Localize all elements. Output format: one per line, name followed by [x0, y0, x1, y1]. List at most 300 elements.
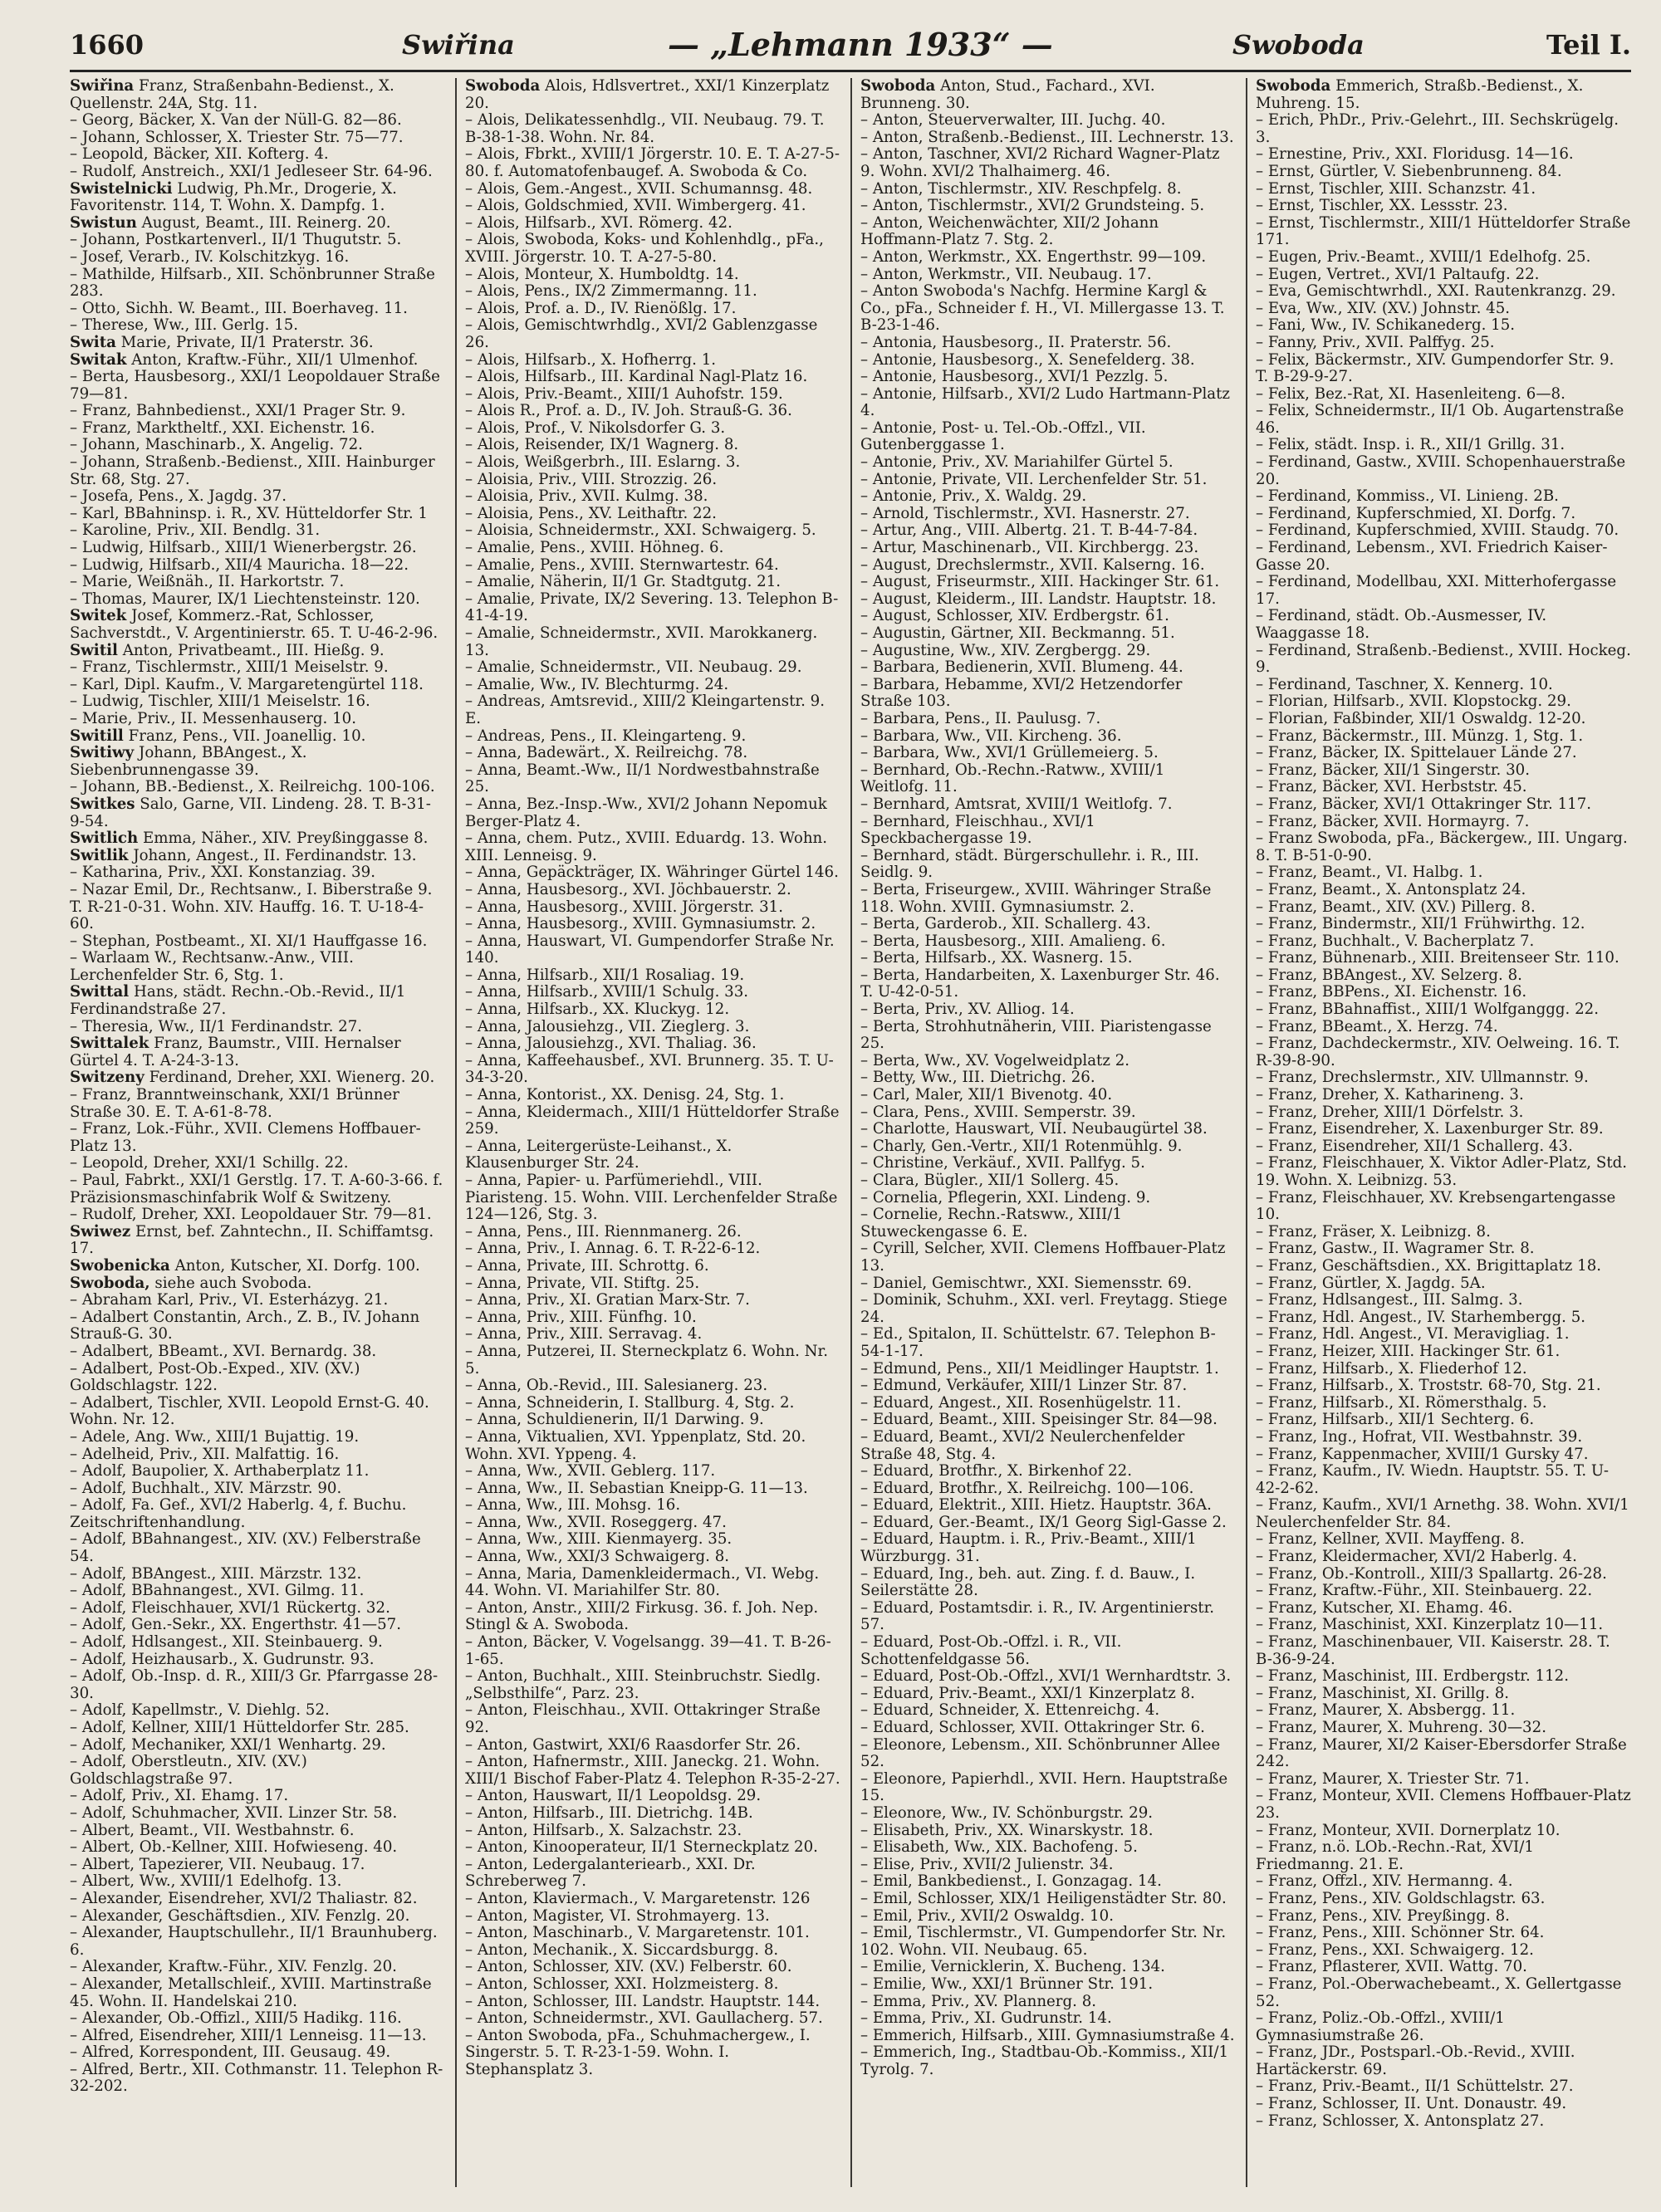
entry-text: Hans, städt. Rechn.-Ob.-Revid., II/1 Ferdinandstraße 27.	[70, 983, 406, 1019]
directory-entry	[70, 1343, 445, 1361]
directory-entry	[1256, 1976, 1631, 2010]
entry-text: – Franz, n.ö. LOb.-Rechn.-Rat, XVI/1 Friedmanng. 21. E.	[1256, 1838, 1534, 1873]
entry-text: – Franz, Gastw., II. Wagramer Str. 8.	[1256, 1240, 1535, 1258]
entry-text: Ferdinand, Dreher, XXI. Wienerg. 20.	[144, 1069, 435, 1087]
entry-text: – Ernst, Tischlermstr., XIII/1 Hütteldorfer Straße 171.	[1256, 213, 1631, 249]
directory-entry	[465, 1942, 840, 1960]
directory-columns	[70, 78, 1631, 2187]
entry-text: – Anton, Bäcker, V. Vogelsangg. 39—41. T. B-26-1-65.	[465, 1633, 831, 1668]
entry-text: – Franz, Hilfsarb., XI. Römersthalg. 5.	[1256, 1393, 1547, 1412]
directory-entry	[70, 1737, 445, 1754]
directory-entry	[465, 1600, 840, 1634]
entry-text: – Franz, Kutscher, XI. Ehamg. 46.	[1256, 1598, 1513, 1617]
directory-entry	[860, 1531, 1236, 1565]
directory-entry	[465, 2010, 840, 2028]
entry-text: Emmerich, Straßb.-Bedienst., X. Muhreng. 15.	[1256, 78, 1584, 112]
entry-text: – Arnold, Tischlermstr., XVI. Hasnerstr. 27.	[860, 504, 1190, 522]
entry-text: – Alexander, Hauptschullehr., II/1 Braunhuberg. 6.	[70, 1924, 438, 1959]
directory-entry	[860, 1959, 1236, 1976]
directory-entry	[465, 1497, 840, 1515]
entry-text: – Franz, Maurer, XI/2 Kaiser-Ebersdorfer Straße 242.	[1256, 1735, 1627, 1771]
entry-text: – Eduard, Beamt., XVI/2 Neulerchenfelder Straße 48, Stg. 4.	[860, 1427, 1185, 1463]
directory-entry	[70, 1959, 445, 1976]
directory-entry	[1256, 1001, 1631, 1019]
directory-entry	[1256, 1190, 1631, 1224]
entry-text: – Anna, Private, VII. Stiftg. 25.	[465, 1274, 700, 1292]
entry-text: – Alois, Weißgerbrh., III. Eslarng. 3.	[465, 453, 741, 472]
directory-entry	[70, 1720, 445, 1737]
directory-entry	[860, 1497, 1236, 1515]
entry-text: – Anton, Werkmstr., VII. Neubaug. 17.	[860, 265, 1152, 283]
entry-text: – Emil, Priv., XVII/2 Oswaldg. 10.	[860, 1906, 1114, 1925]
directory-entry	[1256, 1942, 1631, 1960]
entry-surname: Swiwez	[70, 1222, 131, 1241]
entry-text: – Eva, Gemischtwrhdl., XXI. Rautenkranzg. 29.	[1256, 282, 1616, 301]
directory-entry	[70, 711, 445, 728]
entry-text: – Franz, Fleischhauer, X. Viktor Adler-Platz, Std. 19. Wohn. X. Leibnizg. 53.	[1256, 1154, 1628, 1189]
entry-text: – Johann, Postkartenverl., II/1 Thugutstr. 5.	[70, 231, 402, 249]
directory-entry	[860, 1515, 1236, 1532]
entry-text: – Franz, Bäcker, XII/1 Singerstr. 30.	[1256, 761, 1531, 779]
directory-entry	[1256, 540, 1631, 574]
directory-entry	[860, 1805, 1236, 1823]
directory-entry	[1256, 1720, 1631, 1737]
directory-entry	[860, 369, 1236, 386]
entry-text: – Franz, BBAngest., XV. Selzerg. 8.	[1256, 966, 1522, 984]
entry-text: – Clara, Pens., XVIII. Semperstr. 39.	[860, 1103, 1136, 1121]
directory-entry	[70, 2010, 445, 2028]
directory-entry	[860, 762, 1236, 796]
directory-entry	[860, 420, 1236, 454]
entry-text: – Eduard, Ing., beh. aut. Zing. f. d. Bauw., I. Seilerstätte 28.	[860, 1564, 1196, 1600]
directory-entry	[70, 1634, 445, 1652]
directory-entry	[70, 232, 445, 249]
directory-entry	[1256, 1395, 1631, 1412]
directory-entry	[860, 1737, 1236, 1771]
directory-entry	[70, 352, 445, 369]
directory-entry	[1256, 967, 1631, 985]
entry-text: – Anna, Private, III. Schrottg. 6.	[465, 1256, 709, 1275]
directory-entry	[465, 984, 840, 1001]
directory-entry	[70, 1172, 445, 1206]
entry-text: – Adolf, Buchhalt., XIV. Märzstr. 90.	[70, 1479, 342, 1497]
directory-entry	[70, 1754, 445, 1788]
directory-entry	[70, 1361, 445, 1395]
directory-entry	[860, 1839, 1236, 1857]
entry-text: – Anna, Ww., XVII. Roseggerg. 47.	[465, 1513, 727, 1531]
entry-text: – Cyrill, Selcher, XVII. Clemens Hoffbauer-Platz 13.	[860, 1240, 1226, 1275]
directory-entry	[1256, 1617, 1631, 1634]
publication-title: — „Lehmann 1933“ —	[668, 26, 1053, 63]
directory-entry	[465, 1515, 840, 1532]
entry-text: – Aloisia, Pens., XV. Leithaftr. 22.	[465, 504, 717, 522]
entry-text: – Cornelia, Pflegerin, XXI. Lindeng. 9.	[860, 1188, 1151, 1206]
directory-entry	[1256, 249, 1631, 267]
directory-entry	[70, 1429, 445, 1446]
entry-text: – Franz, Drechslermstr., XIV. Ullmannstr. 9.	[1256, 1069, 1589, 1087]
entry-text: – Antonie, Hausbesorg., XVI/1 Pezzlg. 5.	[860, 368, 1169, 386]
directory-entry	[860, 1104, 1236, 1122]
entry-text: – Aloisia, Priv., VIII. Strozzig. 26.	[465, 470, 718, 488]
entry-text: – Franz, Hdl. Angest., IV. Starhembergg. 5.	[1256, 1308, 1586, 1326]
directory-entry	[70, 728, 445, 746]
entry-text: – Anna, Hausbesorg., XVIII. Jörgerstr. 31.	[465, 898, 784, 916]
directory-entry	[1256, 1378, 1631, 1395]
entry-text: – Christine, Verkäuf., XVII. Pallfyg. 5.	[860, 1154, 1145, 1172]
entry-text: – Anton, Schlosser, XIV. (XV.) Felberstr. 60.	[465, 1958, 792, 1976]
directory-entry	[465, 1395, 840, 1412]
entry-text: – Franz, Kaufm., IV. Wiedn. Hauptstr. 55. T. U-42-2-62.	[1256, 1462, 1610, 1497]
directory-entry	[70, 745, 445, 779]
entry-text: – Albert, Beamt., VII. Westbahnstr. 6.	[70, 1821, 355, 1839]
directory-entry	[1256, 1788, 1631, 1822]
entry-text: – Eduard, Hauptm. i. R., Priv.-Beamt., XIII/1 Würzburgg. 31.	[860, 1530, 1197, 1566]
directory-entry	[860, 1463, 1236, 1480]
entry-text: – Ferdinand, Kupferschmied, XI. Dorfg. 7.	[1256, 504, 1576, 522]
entry-text: – Antonie, Priv., X. Waldg. 29.	[860, 487, 1087, 506]
directory-entry	[465, 403, 840, 420]
directory-entry	[860, 574, 1236, 591]
entry-text: – Anton, Tischlermstr., XVI/2 Grundsteing. 5.	[860, 197, 1205, 215]
entry-text: – Anna, Hilfsarb., XVIII/1 Schulg. 33.	[465, 983, 749, 1001]
entry-text: – Anton, Magister, VI. Strohmayerg. 13.	[465, 1906, 770, 1925]
directory-entry	[1256, 506, 1631, 523]
entry-text: – Antonie, Private, VII. Lerchenfelder Str. 51.	[860, 470, 1208, 488]
directory-entry	[1256, 1224, 1631, 1241]
entry-text: – Eduard, Ger.-Beamt., IX/1 Georg Sigl-Gasse 2.	[860, 1513, 1227, 1531]
directory-entry	[860, 659, 1236, 677]
directory-entry	[1256, 1241, 1631, 1258]
entry-text: – Adolf, Priv., XI. Ehamg. 17.	[70, 1787, 289, 1805]
entry-text: – Franz, Offzl., XIV. Hermanng. 4.	[1256, 1872, 1513, 1891]
directory-entry	[70, 488, 445, 506]
directory-entry	[465, 1463, 840, 1480]
directory-entry	[70, 1395, 445, 1429]
directory-entry	[1256, 1823, 1631, 1840]
directory-entry	[1256, 181, 1631, 198]
entry-text: – Anna, Ww., XIII. Kienmayerg. 35.	[465, 1530, 733, 1549]
directory-entry	[70, 1446, 445, 1464]
directory-entry	[1256, 677, 1631, 694]
directory-entry	[70, 2062, 445, 2096]
entry-text: – Adolf, Baupolier, X. Arthaberplatz 11.	[70, 1462, 370, 1480]
directory-entry	[465, 625, 840, 659]
entry-text: – Barbara, Hebamme, XVI/2 Hetzendorfer Straße 103.	[860, 675, 1183, 711]
entry-text: – Berta, Handarbeiten, X. Laxenburger Str. 46. T. U-42-0-51.	[860, 966, 1220, 1001]
entry-text: – Stephan, Postbeamt., XI. XI/1 Hauffgasse 16.	[70, 932, 428, 950]
entry-text: – Anton Swoboda, pFa., Schuhmachergew., I. Singerstr. 5. T. R-23-1-59. Wohn. I. Stephansplatz 3.	[465, 2026, 811, 2078]
directory-entry	[1256, 112, 1631, 146]
entry-text: – Alfred, Eisendreher, XIII/1 Lenneisg. 11—13.	[70, 2026, 427, 2044]
directory-entry	[860, 1292, 1236, 1326]
entry-text: – Berta, Priv., XV. Alliog. 14.	[860, 1001, 1075, 1019]
entry-text: – Adolf, Fleischhauer, XVI/1 Rückertg. 32.	[70, 1598, 390, 1617]
directory-entry	[70, 574, 445, 591]
directory-entry	[70, 557, 445, 575]
directory-entry	[860, 1053, 1236, 1070]
entry-text: – Adolf, Ob.-Insp. d. R., XIII/3 Gr. Pfarrgasse 28-30.	[70, 1667, 439, 1702]
directory-entry	[860, 130, 1236, 147]
entry-text: – Barbara, Pens., II. Paulusg. 7.	[860, 709, 1101, 727]
entry-text: – Franz, Kaufm., XVI/1 Arnethg. 38. Wohn. XVI/1 Neulerchenfelder Str. 84.	[1256, 1496, 1629, 1531]
directory-entry	[860, 1395, 1236, 1412]
directory-entry	[860, 625, 1236, 643]
directory-entry	[1256, 1121, 1631, 1138]
entry-text: – Anna, Kaffeehausbef., XVI. Brunnerg. 35. T. U-34-3-20.	[465, 1051, 834, 1087]
directory-entry	[1256, 1035, 1631, 1069]
directory-entry	[1256, 762, 1631, 780]
entry-text: – Franz, Heizer, XIII. Hackinger Str. 61.	[1256, 1342, 1561, 1360]
entry-text: – Franz, Pens., XIII. Schönner Str. 64.	[1256, 1924, 1545, 1942]
directory-entry	[860, 1994, 1236, 2011]
entry-text: – Adolf, Schuhmacher, XVII. Linzer Str. 58.	[70, 1803, 398, 1822]
directory-entry	[70, 608, 445, 642]
directory-entry	[465, 1702, 840, 1736]
directory-entry	[70, 1617, 445, 1634]
entry-text: – Alois, Gem.-Angest., XVII. Schumannsg. 48.	[465, 179, 813, 198]
entry-text: – Marie, Weißnäh., II. Harkortstr. 7.	[70, 573, 345, 591]
entry-text: – Emma, Priv., XV. Plannerg. 8.	[860, 1992, 1097, 2010]
directory-entry	[465, 540, 840, 557]
entry-text: – Franz, Beamt., XIV. (XV.) Pillerg. 8.	[1256, 898, 1536, 916]
entry-text: – Augustine, Ww., XIV. Zergbergg. 29.	[860, 641, 1151, 659]
directory-entry	[860, 1190, 1236, 1207]
entry-surname: Switlich	[70, 830, 139, 848]
directory-entry	[70, 1480, 445, 1498]
directory-entry	[465, 1566, 840, 1600]
entry-text: – August, Schlosser, XIV. Erdbergstr. 61.	[860, 607, 1169, 625]
entry-surname: Switek	[70, 607, 127, 625]
entry-text: – Ferdinand, Gastw., XVIII. Schopenhauerstraße 20.	[1256, 453, 1626, 488]
directory-entry	[860, 522, 1236, 540]
directory-entry	[465, 1001, 840, 1019]
entry-text: – Anna, Schuldienerin, II/1 Darwing. 9.	[465, 1411, 764, 1429]
directory-entry	[1256, 1737, 1631, 1771]
directory-entry	[70, 403, 445, 420]
entry-text: – Anton, Gastwirt, XXI/6 Raasdorfer Str. 26.	[465, 1735, 801, 1754]
entry-surname: Swoboda	[860, 78, 936, 95]
entry-text: – Anton, Schlosser, XXI. Holzmeisterg. 8.	[465, 1975, 779, 1993]
directory-entry	[70, 1463, 445, 1480]
entry-text: – Emmerich, Hilfsarb., XIII. Gymnasiumstraße 4.	[860, 2026, 1235, 2044]
directory-entry	[860, 1600, 1236, 1634]
entry-text: – Eduard, Angest., XII. Rosenhügelstr. 11.	[860, 1393, 1182, 1412]
directory-entry	[465, 1839, 840, 1857]
entry-text: – Anna, Ob.-Revid., III. Salesianerg. 23.	[465, 1377, 768, 1395]
directory-entry	[860, 848, 1236, 882]
directory-entry	[860, 454, 1236, 472]
directory-entry	[1256, 1891, 1631, 1908]
entry-text: – Otto, Sichh. W. Beamt., III. Boerhaveg. 11.	[70, 299, 408, 317]
entry-text: – Franz, Bäcker, IX. Spittelauer Lände 27.	[1256, 744, 1577, 762]
entry-text: – Anna, Hilfsarb., XX. Kluckyg. 12.	[465, 1001, 730, 1019]
entry-text: – August, Friseurmstr., XIII. Hackinger Str. 61.	[860, 573, 1220, 591]
entry-text: – Anton, Hilfsarb., X. Salzachstr. 23.	[465, 1821, 742, 1839]
entry-text: – Adolf, Fa. Gef., XVI/2 Haberlg. 4, f. Buchu. Zeitschriftenhandlung.	[70, 1496, 407, 1531]
directory-entry	[465, 1976, 840, 1994]
entry-text: – Eduard, Brotfhr., X. Birkenhof 22.	[860, 1462, 1133, 1480]
directory-entry	[860, 1378, 1236, 1395]
entry-text: – Carl, Maler, XII/1 Bivenotg. 40.	[860, 1086, 1113, 1104]
directory-entry	[860, 1634, 1236, 1668]
entry-text: – Alois, Gemischtwrhdlg., XVI/2 Gablenzgasse 26.	[465, 316, 818, 351]
entry-text: – Albert, Ww., XVIII/1 Edelhofg. 13.	[70, 1872, 342, 1891]
directory-entry	[465, 215, 840, 232]
entry-text: – Florian, Hilfsarb., XVII. Klopstockg. 29.	[1256, 692, 1571, 711]
directory-entry	[1256, 437, 1631, 454]
entry-text: Josef, Kommerz.-Rat, Schlosser, Sachverstdt., V. Argentinierstr. 65. T. U-46-2-96.	[70, 607, 439, 642]
entry-text: – Franz, Dreher, X. Katharineng. 3.	[1256, 1086, 1524, 1104]
directory-entry	[70, 1788, 445, 1805]
directory-entry	[70, 864, 445, 882]
entry-text: Anton, Privatbeamt., III. Hießg. 9.	[117, 641, 385, 659]
entry-surname: Switkes	[70, 795, 135, 813]
directory-entry	[860, 1206, 1236, 1241]
directory-entry	[1256, 2113, 1631, 2131]
directory-entry	[860, 1172, 1236, 1190]
directory-entry	[1256, 1497, 1631, 1531]
entry-text: – Aloisia, Schneidermstr., XXI. Schwaigerg. 5.	[465, 521, 816, 540]
directory-entry	[860, 882, 1236, 916]
directory-entry	[465, 1326, 840, 1343]
entry-text: – Ernestine, Priv., XXI. Floridusg. 14—16.	[1256, 145, 1574, 164]
entry-text: – Barbara, Ww., VII. Kircheng. 36.	[860, 727, 1122, 745]
directory-entry	[1256, 146, 1631, 164]
directory-entry	[1256, 779, 1631, 796]
entry-text: – Berta, Friseurgew., XVIII. Währinger Straße 118. Wohn. XVIII. Gymnasiumstr. 2.	[860, 880, 1212, 916]
entry-text: – Anton, Maschinarb., V. Margaretenstr. 101.	[465, 1924, 810, 1942]
directory-entry	[1256, 1925, 1631, 1942]
directory-entry	[70, 1891, 445, 1908]
entry-text: – Ernst, Tischler, XX. Lessstr. 23.	[1256, 197, 1508, 215]
directory-entry	[70, 1292, 445, 1309]
entry-text: – Ludwig, Hilfsarb., XII/4 Mauricha. 18—22.	[70, 555, 409, 574]
entry-text: – Franz, Pens., XIV. Goldschlagstr. 63.	[1256, 1889, 1546, 1907]
directory-entry	[860, 916, 1236, 933]
entry-text: – Eduard, Post-Ob.-Offzl. i. R., VII. Schottenfeldgasse 56.	[860, 1633, 1122, 1668]
entry-text: – Andreas, Amtsrevid., XIII/2 Kleingartenstr. 9. E.	[465, 692, 826, 727]
entry-text: – Ernst, Gürtler, V. Siebenbrunneng. 84.	[1256, 162, 1562, 180]
directory-entry	[465, 1823, 840, 1840]
directory-entry	[860, 283, 1236, 335]
entry-text: – Franz, Beamt., VI. Halbg. 1.	[1256, 864, 1483, 882]
entry-text: – Rudolf, Anstreich., XXI/1 Jedleseer Str. 64-96.	[70, 162, 433, 180]
entry-text: – Anna, Gepäckträger, IX. Währinger Gürtel 146.	[465, 864, 839, 882]
entry-text: – Anna, Hauswart, VI. Gumpendorfer Straße Nr. 140.	[465, 932, 835, 967]
entry-text: Johann, Angest., II. Ferdinandstr. 13.	[128, 846, 417, 864]
entry-text: – Felix, städt. Insp. i. R., XII/1 Grillg. 31.	[1256, 436, 1565, 454]
entry-text: – Amalie, Ww., IV. Blechturmg. 24.	[465, 675, 729, 693]
entry-text: – Anna, Badewärt., X. Reilreichg. 78.	[465, 744, 748, 762]
entry-text: – Anna, Priv., XIII. Serravag. 4.	[465, 1325, 703, 1343]
directory-entry	[70, 1275, 445, 1293]
entry-text: – Eugen, Priv.-Beamt., XVIII/1 Edelhofg. 25.	[1256, 247, 1591, 266]
directory-entry	[465, 762, 840, 796]
entry-text: – Anton, Schlosser, III. Landstr. Hauptstr. 144.	[465, 1992, 821, 2010]
directory-entry	[465, 1343, 840, 1378]
directory-entry	[1256, 488, 1631, 506]
entry-text: – Adolf, BBAngest., XIII. Märzstr. 132.	[70, 1564, 362, 1583]
entry-text: Emma, Näher., XIV. Preyßinggasse 8.	[138, 830, 429, 848]
directory-entry	[1256, 1531, 1631, 1549]
entry-text: – Adolf, Mechaniker, XXI/1 Wenhartg. 29.	[70, 1735, 386, 1754]
directory-entry	[1256, 1292, 1631, 1309]
directory-entry	[70, 1566, 445, 1583]
entry-text: – Karl, BBahninsp. i. R., XV. Hütteldorfer Str. 1	[70, 504, 428, 522]
directory-entry	[1256, 352, 1631, 386]
entry-text: – Franz, Ing., Hofrat, VII. Westbahnstr. 39.	[1256, 1427, 1583, 1446]
directory-entry	[1256, 1839, 1631, 1873]
entry-text: – Nazar Emil, Dr., Rechtsanw., I. Biberstraße 9. T. R-21-0-31. Wohn. XIV. Hauffg. 16. T. U-18-4-60.	[70, 880, 433, 933]
entry-text: – Berta, Ww., XV. Vogelweidplatz 2.	[860, 1051, 1130, 1069]
directory-entry	[860, 1361, 1236, 1378]
entry-text: – Bernhard, Ob.-Rechn.-Ratww., XVIII/1 Weitlofg. 11.	[860, 761, 1165, 796]
entry-text: – Ferdinand, Straßenb.-Bedienst., XVIII. Hockeg. 9.	[1256, 641, 1631, 677]
directory-entry	[465, 1480, 840, 1498]
entry-text: – Therese, Ww., III. Gerlg. 15.	[70, 316, 299, 335]
directory-entry	[70, 659, 445, 677]
directory-entry	[860, 950, 1236, 967]
entry-text: – Alois, Prof. a. D., IV. Rienößlg. 17.	[465, 299, 737, 317]
directory-entry	[1256, 796, 1631, 814]
directory-entry	[465, 728, 840, 746]
directory-entry	[465, 1309, 840, 1327]
directory-entry	[465, 317, 840, 351]
entry-text: – Amalie, Schneidermstr., XVII. Marokkanerg. 13.	[465, 624, 818, 659]
directory-entry	[1256, 2078, 1631, 2096]
entry-text: – Felix, Bäckermstr., XIV. Gumpendorfer Str. 9. T. B-29-9-27.	[1256, 350, 1614, 386]
entry-text: – Emilie, Ww., XXI/1 Brünner Str. 191.	[860, 1975, 1154, 1993]
directory-entry	[465, 1224, 840, 1241]
entry-text: – Artur, Ang., VIII. Albertg. 21. T. B-44-7-84.	[860, 521, 1198, 540]
directory-entry	[70, 830, 445, 848]
entry-surname: Swittalek	[70, 1035, 149, 1053]
directory-entry	[70, 522, 445, 540]
entry-text: – Franz, Kleidermacher, XVI/2 Haberlg. 4.	[1256, 1548, 1577, 1566]
entry-text: – Alexander, Geschäftsdien., XIV. Fenzlg. 20.	[70, 1906, 410, 1925]
directory-entry	[860, 745, 1236, 762]
entry-surname: Switlik	[70, 846, 129, 864]
entry-text: – Anna, Hausbesorg., XVIII. Gymnasiumstr. 2.	[465, 915, 816, 933]
entry-text: – Franz, Maurer, X. Muhreng. 30—32.	[1256, 1719, 1546, 1736]
entry-text: – Clara, Bügler., XII/1 Sollerg. 45.	[860, 1172, 1120, 1189]
entry-text: – Anton, Straßenb.-Bedienst., III. Lechnerstr. 13.	[860, 128, 1234, 146]
entry-text: – Anna, Ww., II. Sebastian Kneipp-G. 11—13.	[465, 1479, 808, 1497]
entry-text: – Barbara, Ww., XVI/1 Grüllemeierg. 5.	[860, 744, 1159, 762]
entry-text: – Eduard, Schneider, X. Ettenreichg. 4.	[860, 1701, 1160, 1720]
entry-surname: Switil	[70, 641, 118, 659]
directory-entry	[465, 437, 840, 454]
entry-text: siehe auch Svoboda.	[149, 1274, 312, 1292]
directory-entry	[465, 232, 840, 266]
entry-text: – Franz, Eisendreher, XII/1 Schallerg. 43.	[1256, 1137, 1573, 1155]
directory-entry	[1256, 1069, 1631, 1087]
directory-entry	[1256, 2096, 1631, 2113]
entry-text: – Anna, Kleidermach., XIII/1 Hütteldorfer Straße 259.	[465, 1103, 840, 1138]
directory-entry	[860, 215, 1236, 249]
entry-text: – Josefa, Pens., X. Jagdg. 37.	[70, 487, 287, 506]
entry-text: – Anna, Papier- u. Parfümeriehdl., VIII. Piaristeng. 15. Wohn. VIII. Lerchenfelder Straße 124—126, Stg. 3.	[465, 1172, 838, 1224]
directory-entry	[860, 557, 1236, 575]
entry-text: – Franz, Monteur, XVII. Clemens Hoffbauer-Platz 23.	[1256, 1787, 1631, 1822]
entry-text: – Adolf, Kellner, XIII/1 Hütteldorfer Str. 285.	[70, 1719, 409, 1736]
entry-text: – Eduard, Schlosser, XVII. Ottakringer Str. 6.	[860, 1719, 1205, 1736]
entry-text: – Alois, Swoboda, Koks- und Kohlenhdlg., pFa., XVIII. Jörgerstr. 10. T. A-27-5-80.	[465, 231, 824, 266]
entry-text: – Katharina, Priv., XXI. Konstanziag. 39.	[70, 864, 375, 882]
entry-text: – Anna, Beamt.-Ww., II/1 Nordwestbahnstraße 25.	[465, 761, 820, 796]
entry-text: August, Beamt., III. Reinerg. 20.	[136, 213, 391, 232]
directory-entry	[1256, 1412, 1631, 1429]
